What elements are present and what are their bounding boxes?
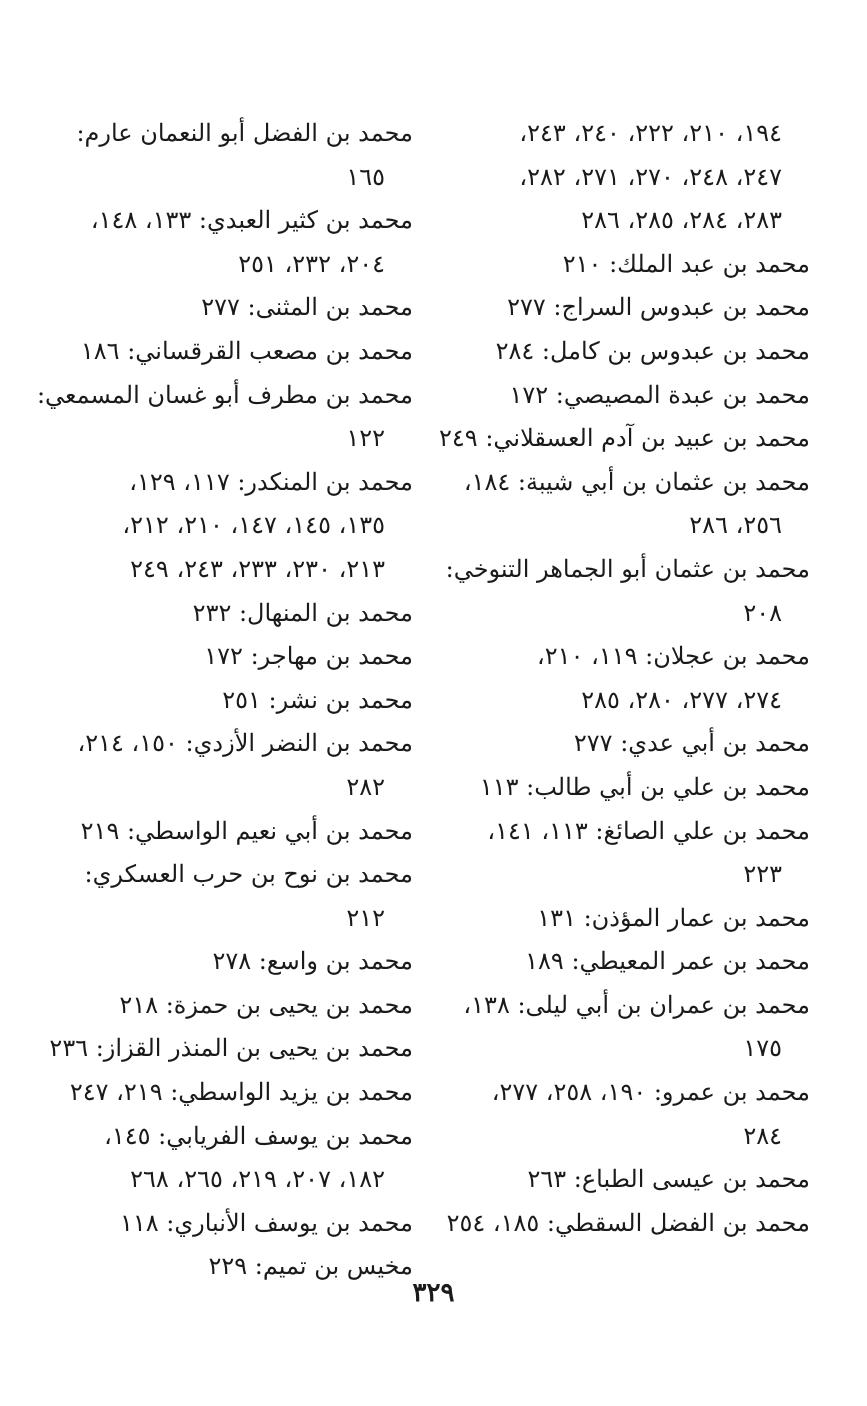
index-entry: محمد بن عبدوس بن كامل: ٢٨٤ [495, 336, 810, 365]
index-entry: محمد بن عيسى الطباع: ٢٦٣ [527, 1165, 810, 1194]
index-entry: محمد بن أبي عدي: ٢٧٧ [573, 729, 810, 758]
index-continuation-line: ٢٢٣ [743, 860, 782, 889]
index-entry: محمد بن النضر الأزدي: ١٥٠، ٢١٤، [77, 729, 413, 758]
index-entry: محمد بن يوسف الأنباري: ١١٨ [119, 1208, 413, 1237]
index-continuation-line: ٢٠٤، ٢٣٢، ٢٥١ [238, 249, 385, 278]
index-entry: محمد بن نشر: ٢٥١ [222, 685, 413, 714]
index-entry: محمد بن يحيى بن حمزة: ٢١٨ [119, 990, 413, 1019]
index-entry: محمد بن عثمان أبو الجماهر التنوخي: [445, 554, 810, 583]
index-entry: محمد بن عمار المؤذن: ١٣١ [537, 903, 810, 932]
index-continuation-line: ١٣٥، ١٤٥، ١٤٧، ٢١٠، ٢١٢، [122, 511, 385, 540]
index-entry: محمد بن عمرو: ١٩٠، ٢٥٨، ٢٧٧، [491, 1078, 810, 1107]
index-continuation-line: ٢٤٧، ٢٤٨، ٢٧٠، ٢٧١، ٢٨٢، [519, 162, 782, 191]
index-column-right [439, 112, 810, 1245]
index-entry: محمد بن المثنى: ٢٧٧ [201, 293, 413, 322]
index-entry: محمد بن عبد الملك: ٢١٠ [562, 249, 810, 278]
index-continuation-line: ١٧٥ [743, 1034, 782, 1063]
index-continuation-line: ١٢٢ [346, 424, 385, 453]
index-column-left [36, 112, 413, 1289]
index-entry: محمد بن عثمان بن أبي شيبة: ١٨٤، [463, 467, 810, 496]
index-entry: محمد بن الفضل أبو النعمان عارم: [76, 119, 413, 147]
index-entry: محمد بن الفضل السقطي: ١٨٥، ٢٥٤ [446, 1208, 810, 1237]
index-continuation-line: ٢١٢ [346, 903, 385, 932]
page-number: ٣٢٩ [412, 1278, 455, 1308]
index-continuation-line: ٢٠٨ [743, 598, 782, 627]
index-entry: محمد بن يوسف الفريابي: ١٤٥، [104, 1121, 413, 1150]
index-entry: محمد بن عبدوس السراج: ٢٧٧ [507, 293, 810, 322]
index-entry: محمد بن عبيد بن آدم العسقلاني: ٢٤٩ [439, 424, 810, 453]
index-continuation-line: ٢٧٤، ٢٧٧، ٢٨٠، ٢٨٥ [581, 685, 782, 714]
index-entry: محمد بن عمران بن أبي ليلى: ١٣٨، [463, 990, 810, 1019]
index-entry: محمد بن يزيد الواسطي: ٢١٩، ٢٤٧ [69, 1078, 413, 1107]
index-entry: محمد بن مهاجر: ١٧٢ [204, 642, 413, 671]
index-entry: مخيس بن تميم: ٢٢٩ [208, 1252, 413, 1281]
index-entry: محمد بن عجلان: ١١٩، ٢١٠، [537, 642, 810, 671]
index-entry: محمد بن علي بن أبي طالب: ١١٣ [479, 772, 810, 801]
index-continuation-line: ١٩٤، ٢١٠، ٢٢٢، ٢٤٠، ٢٤٣، [519, 119, 782, 147]
index-entry: محمد بن مصعب القرقساني: ١٨٦ [80, 336, 413, 365]
index-entry: محمد بن يحيى بن المنذر القزاز: ٢٣٦ [49, 1034, 413, 1063]
index-entry: محمد بن المنكدر: ١١٧، ١٢٩، [129, 467, 413, 496]
index-continuation-line: ١٦٥ [346, 162, 385, 191]
index-entry: محمد بن واسع: ٢٧٨ [212, 947, 413, 976]
index-entry: محمد بن عبدة المصيصي: ١٧٢ [509, 380, 810, 409]
index-continuation-line: ١٨٢، ٢٠٧، ٢١٩، ٢٦٥، ٢٦٨ [130, 1165, 385, 1194]
index-entry: محمد بن مطرف أبو غسان المسمعي: [36, 380, 413, 409]
index-entry: محمد بن أبي نعيم الواسطي: ٢١٩ [80, 816, 413, 845]
index-continuation-line: ٢١٣، ٢٣٠، ٢٣٣، ٢٤٣، ٢٤٩ [130, 554, 385, 583]
index-entry: محمد بن علي الصائغ: ١١٣، ١٤١، [487, 816, 810, 845]
index-continuation-line: ٢٨٢ [346, 772, 385, 801]
index-entry: محمد بن كثير العبدي: ١٣٣، ١٤٨، [90, 206, 413, 235]
index-entry: محمد بن المنهال: ٢٣٢ [192, 598, 413, 627]
index-entry: محمد بن نوح بن حرب العسكري: [84, 860, 413, 889]
index-entry: محمد بن عمر المعيطي: ١٨٩ [525, 947, 810, 976]
index-continuation-line: ٢٨٣، ٢٨٤، ٢٨٥، ٢٨٦ [581, 206, 782, 235]
index-continuation-line: ٢٨٤ [743, 1121, 782, 1150]
index-continuation-line: ٢٥٦، ٢٨٦ [689, 511, 782, 540]
